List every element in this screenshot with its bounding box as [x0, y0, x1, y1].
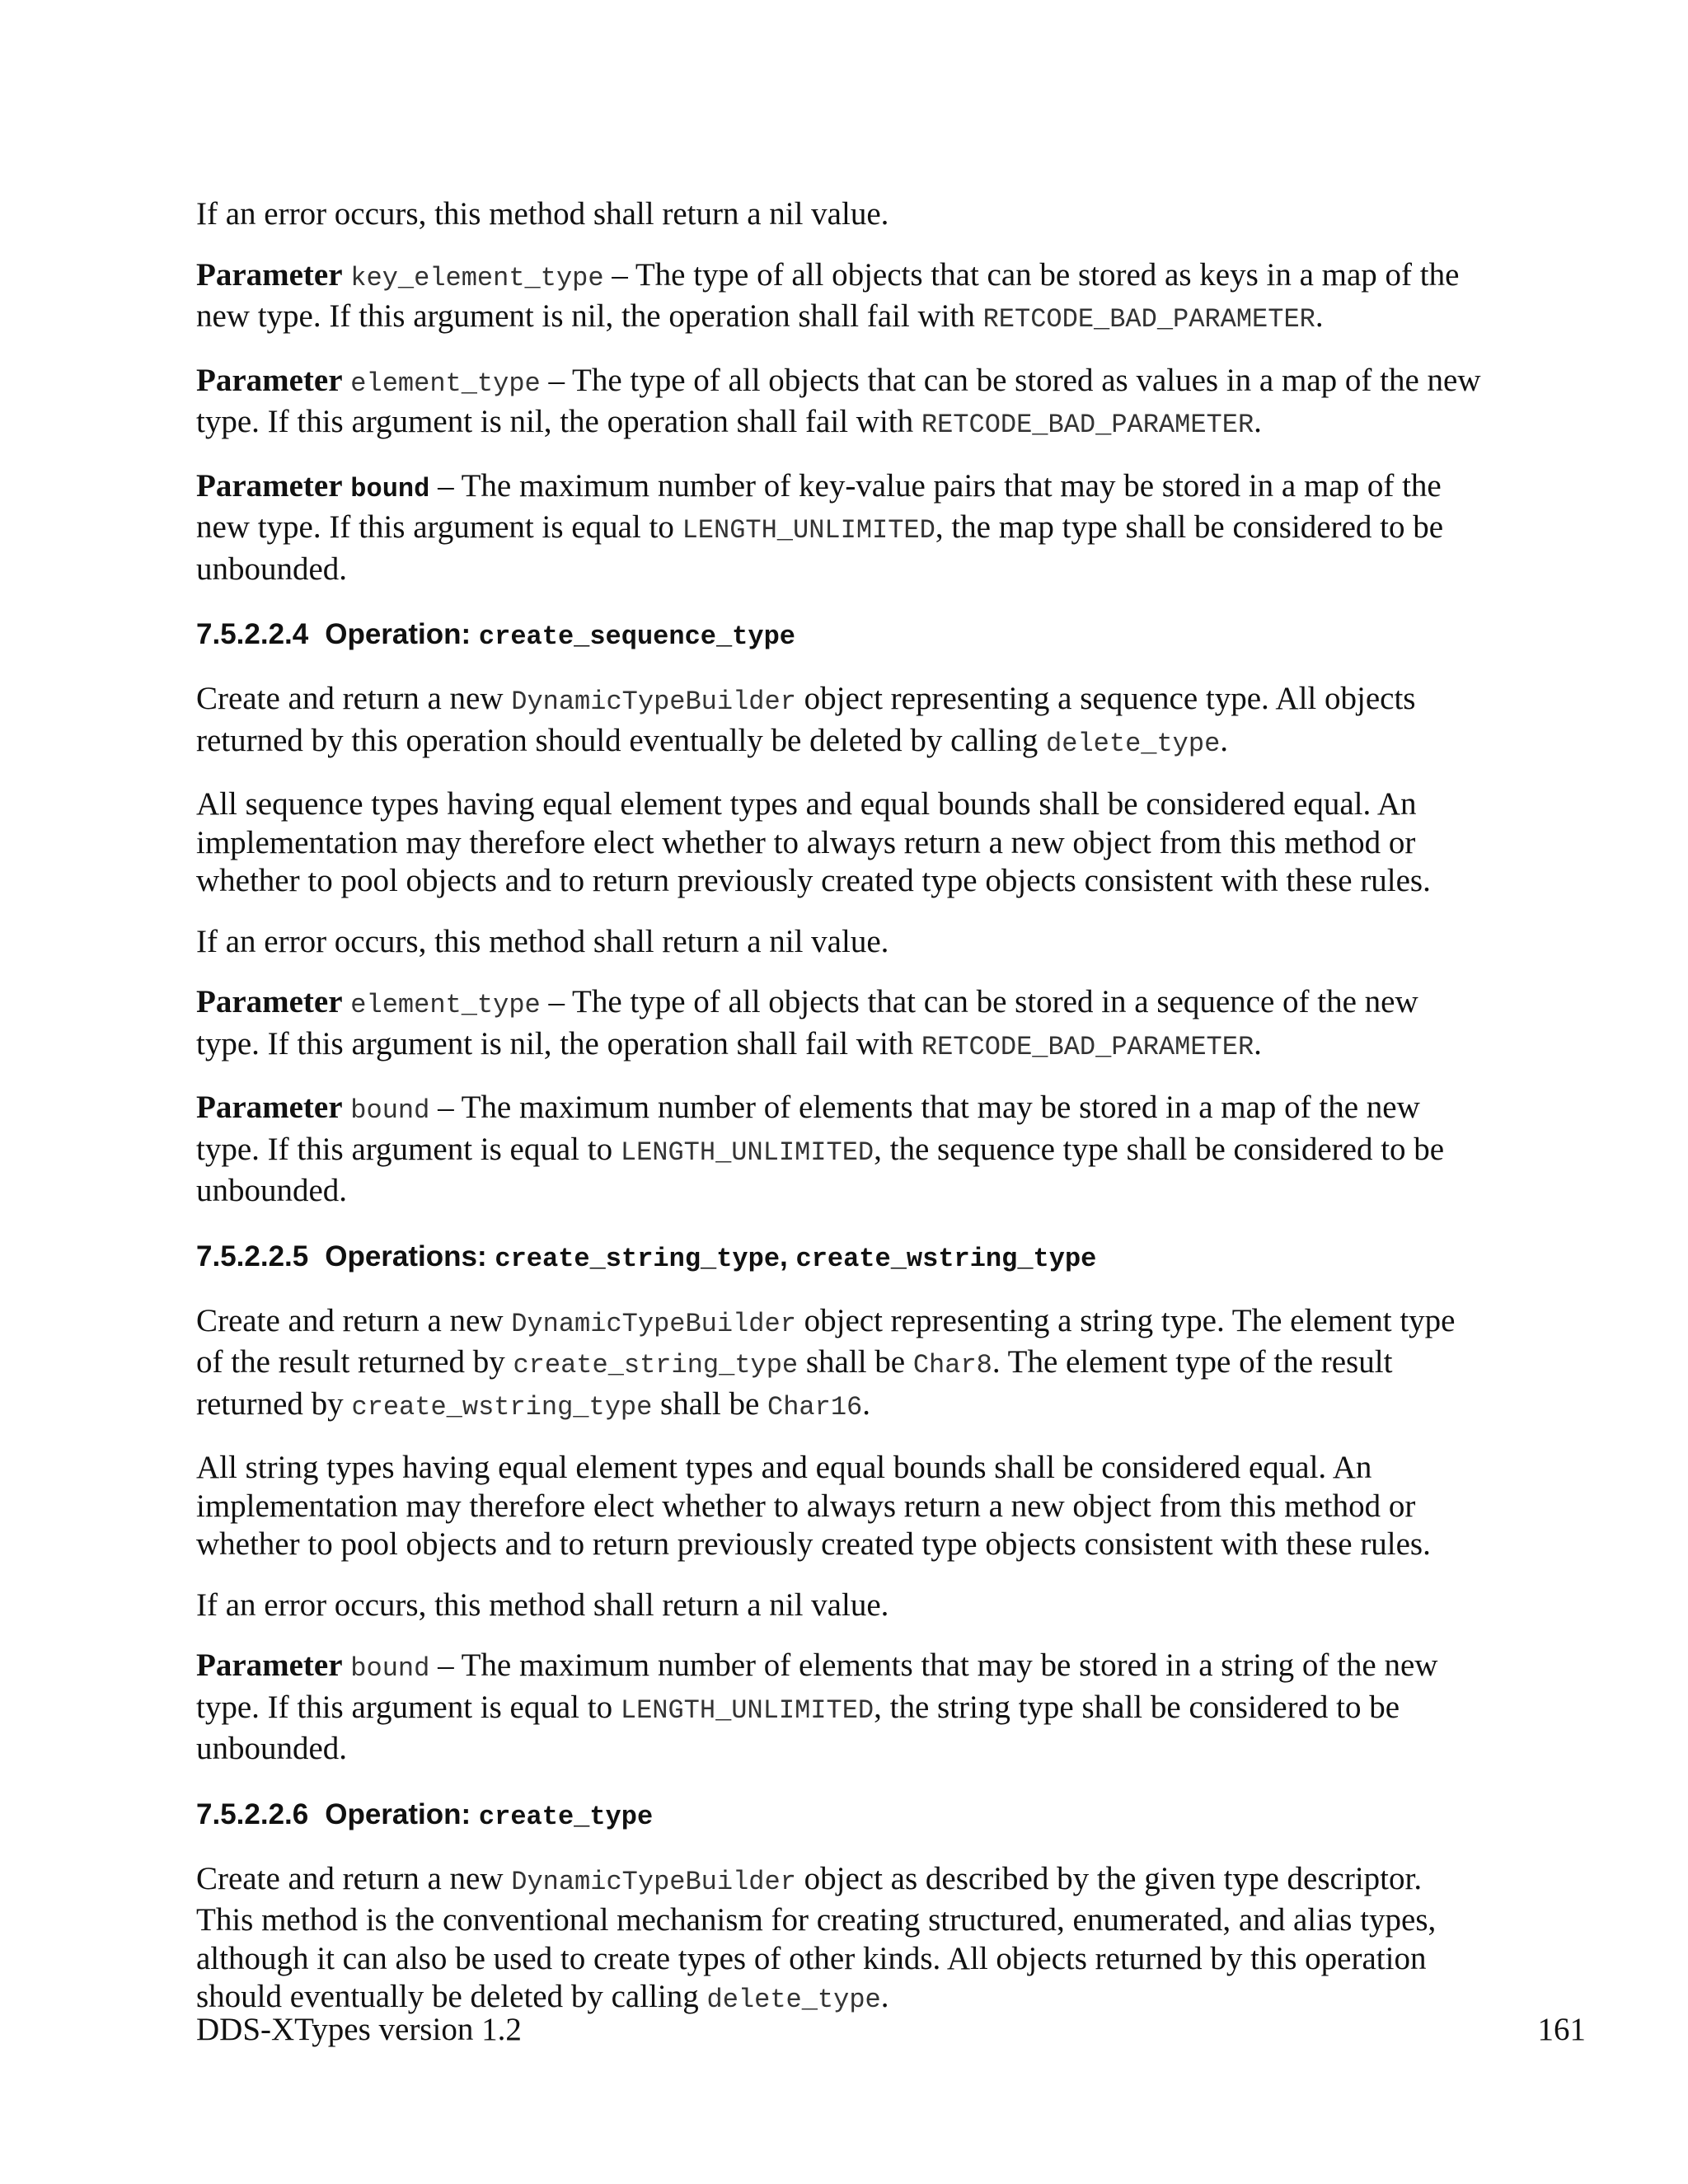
parameter-description: – The maximum number of key-value pairs that may be stored in a map of the new type. If this argument is equal to: [196, 467, 1442, 545]
class-name: DynamicTypeBuilder: [511, 1308, 796, 1339]
section-number: 7.5.2.2.5: [196, 1240, 309, 1272]
create-type-description: [196, 1860, 1482, 2020]
parameter-label: Parameter: [196, 362, 343, 398]
sequence-equality-note: All sequence types having equal element types and equal bounds shall be considered equal. An implementation may therefore elect whether to always return a new object from this method or whether to pool objects and to return previously created type objects consistent with these rules.: [196, 786, 1431, 898]
retcode-constant: RETCODE_BAD_PARAMETER: [982, 304, 1315, 335]
section-heading-create-type: [196, 1797, 1482, 1835]
text-run: shall be: [798, 1344, 913, 1380]
footer-page-number: 161: [1537, 2012, 1586, 2047]
parameter-label: Parameter: [196, 256, 343, 293]
punctuation: .: [1254, 404, 1262, 439]
parameter-element-type: [196, 362, 1482, 445]
parameter-name: element_type: [350, 368, 541, 399]
method-name: delete_type: [1046, 728, 1221, 759]
type-name: Char16: [767, 1391, 863, 1422]
class-name: DynamicTypeBuilder: [511, 1866, 796, 1897]
method-name: delete_type: [706, 1985, 881, 2015]
class-name: DynamicTypeBuilder: [511, 687, 796, 717]
footer-document-title: DDS-XTypes version 1.2: [196, 2012, 522, 2047]
parameter-bound: [196, 1089, 1482, 1211]
type-name: Char8: [912, 1350, 992, 1380]
error-note: If an error occurs, this method shall return a nil value.: [196, 923, 889, 959]
text-run: . The element type of the result returned by: [196, 1344, 1393, 1422]
parameter-name: bound: [350, 473, 430, 504]
length-constant: LENGTH_UNLIMITED: [620, 1137, 874, 1168]
parameter-label: Parameter: [196, 1647, 343, 1683]
section-number: 7.5.2.2.6: [196, 1797, 309, 1830]
punctuation: .: [1315, 298, 1324, 334]
separator: ,: [780, 1240, 796, 1272]
parameter-bound: [196, 467, 1482, 589]
text-run: Create and return a new: [196, 1860, 512, 1896]
text-run: Create and return a new: [196, 1302, 512, 1338]
parameter-description: – The maximum number of elements that may be stored in a map of the new type. If this argument is equal to: [196, 1090, 1420, 1167]
method-name: create_string_type: [513, 1350, 799, 1380]
punctuation: .: [862, 1385, 870, 1422]
punctuation: .: [880, 1979, 889, 2014]
punctuation: .: [1220, 722, 1229, 758]
error-note: If an error occurs, this method shall return a nil value.: [196, 196, 889, 232]
text-run: object representing a string type. The element type of the result returned by: [196, 1302, 1456, 1380]
method-name: create_wstring_type: [351, 1391, 653, 1422]
parameter-key-element-type: [196, 256, 1482, 340]
parameter-name: bound: [350, 1653, 430, 1684]
text-run: shall be: [652, 1385, 768, 1422]
parameter-description: – The type of all objects that can be stored in a sequence of the new type. If this argument is nil, the operation shall fail with: [196, 984, 1418, 1062]
text-run: object representing a sequence type. All objects returned by this operation should eventually be deleted by calling: [196, 681, 1416, 758]
parameter-bound: [196, 1647, 1482, 1769]
error-note: If an error occurs, this method shall return a nil value.: [196, 1586, 889, 1623]
text-run: Create and return a new: [196, 681, 512, 716]
punctuation: .: [1254, 1025, 1262, 1062]
section-prefix: Operation:: [325, 1797, 479, 1830]
operation-name: create_string_type: [495, 1243, 781, 1274]
section-prefix: Operation:: [325, 618, 479, 650]
parameter-description-end: , the map type shall be considered to be unbounded.: [196, 509, 1444, 587]
page-footer: [196, 2011, 1586, 2049]
parameter-description-end: , the sequence type shall be considered to be unbounded.: [196, 1131, 1445, 1208]
parameter-description: – The maximum number of elements that may be stored in a string of the new type. If this argument is equal to: [196, 1647, 1438, 1725]
parameter-label: Parameter: [196, 984, 343, 1019]
operation-name: create_wstring_type: [795, 1243, 1097, 1274]
parameter-name: element_type: [350, 990, 541, 1020]
parameter-element-type: [196, 983, 1482, 1066]
parameter-name: bound: [350, 1095, 430, 1126]
retcode-constant: RETCODE_BAD_PARAMETER: [921, 410, 1254, 440]
section-number: 7.5.2.2.4: [196, 618, 309, 650]
string-equality-note: All string types having equal element types and equal bounds shall be considered equal. An implementation may therefore elect whether to always return a new object from this method or whether to pool objects and to return previously created type objects consistent with these rules.: [196, 1450, 1431, 1562]
operation-name: create_sequence_type: [478, 621, 795, 652]
parameter-label: Parameter: [196, 467, 343, 504]
section-prefix: Operations:: [325, 1240, 495, 1272]
text-run: object as described by the given type descriptor. This method is the conventional mechanism for creating structured, enumerated, and alias types, although it can also be used to create types of other kinds. All objects returned by this operation should eventually be deleted by calling: [196, 1860, 1437, 2014]
section-heading-create-sequence-type: [196, 616, 1482, 655]
retcode-constant: RETCODE_BAD_PARAMETER: [921, 1031, 1254, 1062]
length-constant: LENGTH_UNLIMITED: [620, 1694, 874, 1726]
parameter-description: – The type of all objects that can be stored as values in a map of the new type. If this argument is nil, the operation shall fail with: [196, 362, 1481, 439]
section-heading-create-string-type: [196, 1239, 1482, 1277]
parameter-name: key_element_type: [350, 262, 604, 293]
parameter-label: Parameter: [196, 1090, 343, 1125]
document-page: [196, 195, 1482, 2042]
parameter-description: – The type of all objects that can be stored as keys in a map of the new type. If this argument is nil, the operation shall fail with: [196, 256, 1460, 334]
sequence-description: [196, 680, 1482, 763]
length-constant: LENGTH_UNLIMITED: [682, 515, 935, 546]
parameter-description-end: , the string type shall be considered to be unbounded.: [196, 1689, 1400, 1766]
string-description: [196, 1302, 1482, 1427]
operation-name: create_type: [478, 1801, 654, 1832]
